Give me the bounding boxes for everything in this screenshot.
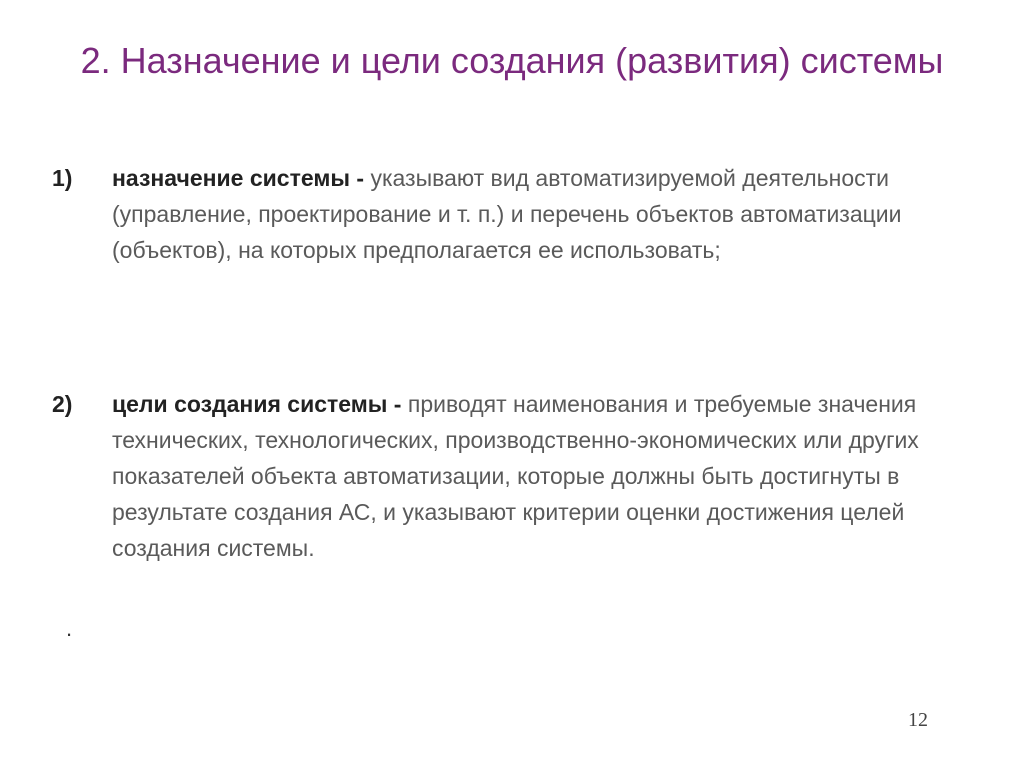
list-item (52, 386, 932, 566)
list-item-description: приводят наименования и требуемые значения технических, технологических, производственно-экономических или других показателей объекта автоматизации, которые должны быть достигнуты в результате создания АС, и указывают критерии оценки достижения целей создания системы. (112, 391, 919, 561)
page-number: 12 (908, 709, 928, 731)
list-item-number: 2) (52, 391, 73, 417)
stray-dot: . (66, 616, 73, 641)
slide-title: 2. Назначение и цели создания (развития) системы (80, 40, 944, 81)
list-item-separator: - (387, 391, 408, 417)
list-item-description: указывают вид автоматизируемой деятельности (управление, проектирование и т. п.) и перечень объектов автоматизации (объектов), на которых предполагается ее использовать; (112, 165, 902, 263)
list-item-text (112, 160, 932, 268)
list-item-term: цели создания системы (112, 391, 388, 417)
list-item (52, 160, 932, 268)
list-item-separator: - (350, 165, 371, 191)
list-item-number: 1) (52, 165, 73, 191)
list-item-text (112, 386, 932, 566)
list-item-term: назначение системы (112, 165, 350, 191)
